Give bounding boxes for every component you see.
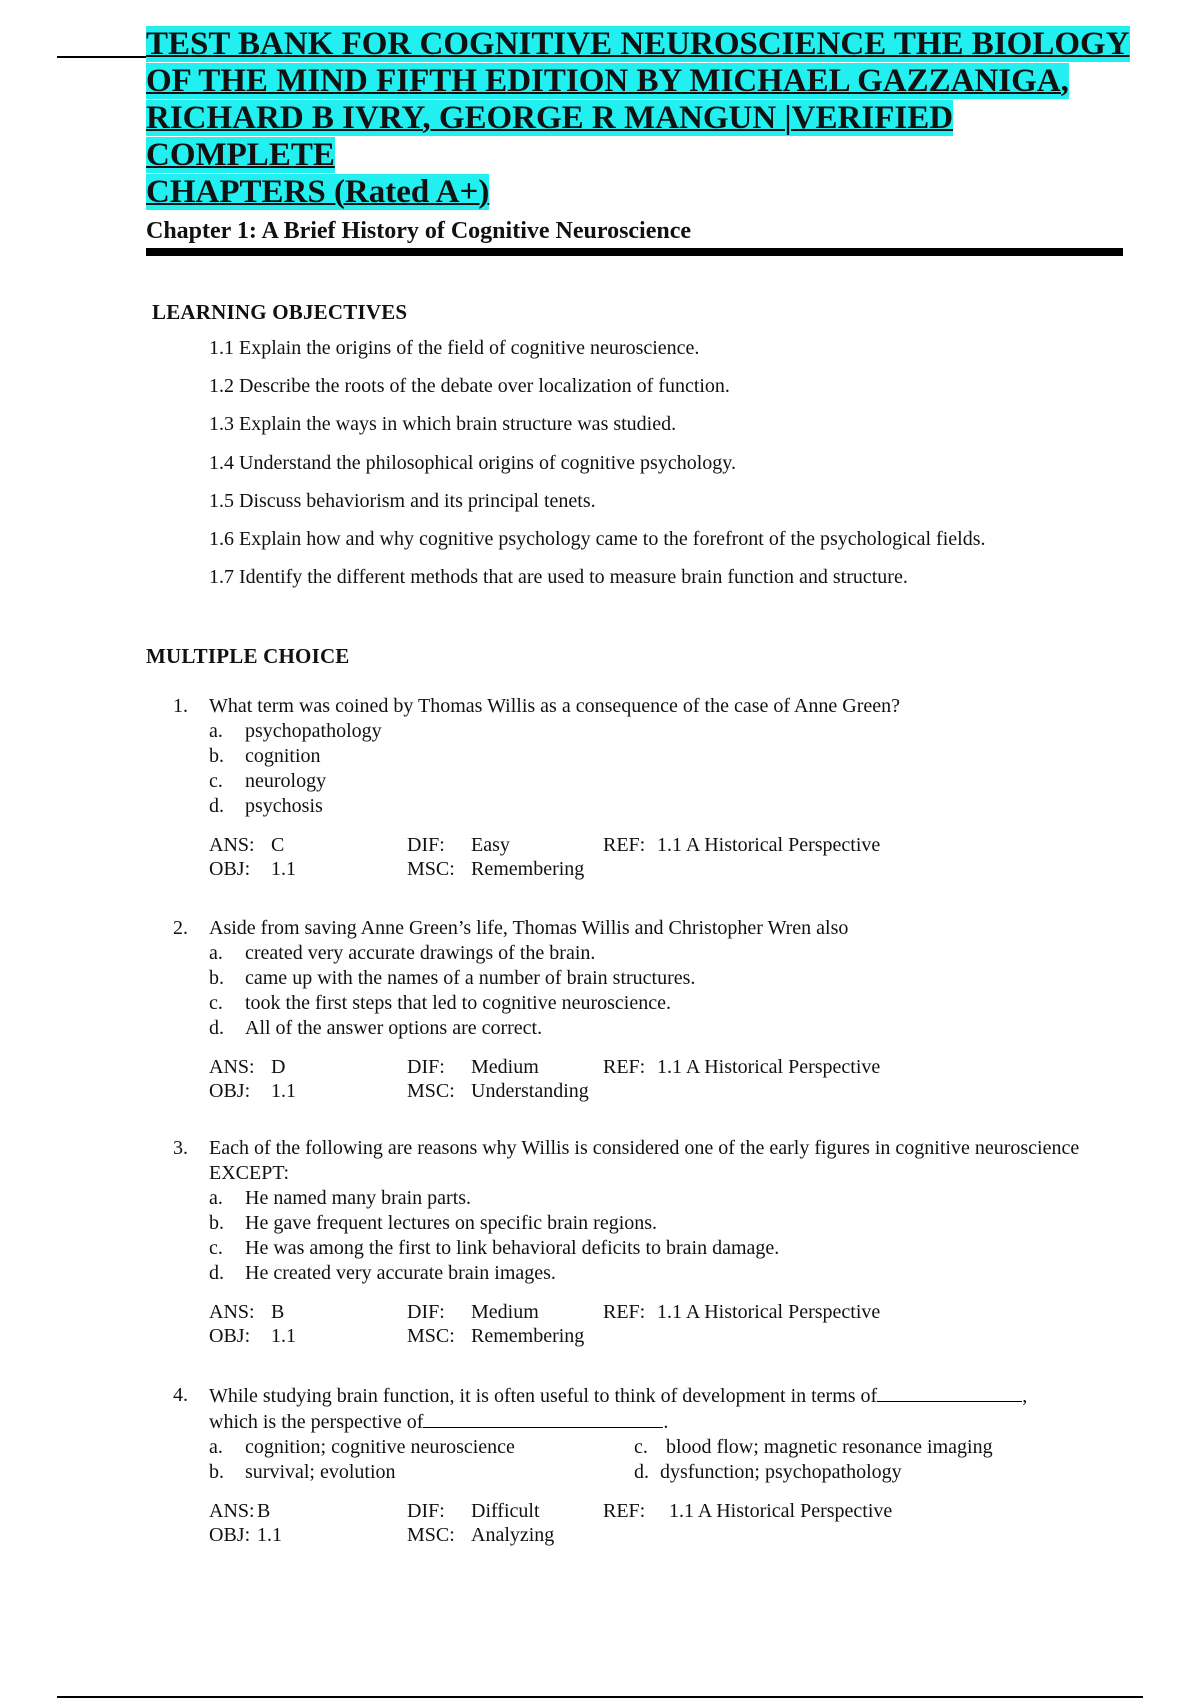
question-3 [173,1136,1133,1348]
option-letter: b. [209,967,224,989]
ans-value: D [271,1056,286,1078]
answer-option [209,991,1133,1016]
option-text: survival; evolution [245,1461,396,1483]
ans-label: ANS: [209,1500,255,1522]
answer-option [209,1016,1133,1041]
option-text: psychopathology [245,720,382,742]
option-text: He was among the first to link behavioral deficits to brain damage. [245,1237,780,1259]
ans-label: ANS: [209,1301,255,1323]
option-text: created very accurate drawings of the brain. [245,942,596,964]
objective-item: 1.7 Identify the different methods that are used to measure brain function and structure. [209,566,908,589]
objective-item: 1.2 Describe the roots of the debate over localization of function. [209,375,730,398]
ref-value: 1.1 A Historical Perspective [657,834,881,856]
multiple-choice-heading: MULTIPLE CHOICE [146,644,350,668]
option-letter: a. [209,1436,223,1458]
answer-options [209,719,1133,819]
objective-item: 1.5 Discuss behaviorism and its principal tenets. [209,489,596,512]
learning-objectives-heading: LEARNING OBJECTIVES [152,300,408,324]
answer-option [209,719,1133,744]
ans-value: B [257,1500,271,1522]
option-text: All of the answer options are correct. [245,1017,543,1039]
answer-option [209,941,1133,966]
ref-value: 1.1 A Historical Perspective [657,1301,881,1323]
option-letter: d. [209,1017,224,1039]
msc-value: Analyzing [471,1524,555,1546]
msc-label: MSC: [407,1524,455,1546]
stem-part: which is the perspective of [209,1411,424,1433]
ref-value: 1.1 A Historical Perspective [669,1500,893,1522]
document-title [146,26,1146,211]
title-left-rule [57,56,147,58]
obj-label: OBJ: [209,1524,251,1546]
dif-label: DIF: [407,1056,445,1078]
answer-option [209,769,1133,794]
ans-label: ANS: [209,834,255,856]
option-text: cognition [245,745,321,767]
question-number: 2. [173,917,188,939]
msc-label: MSC: [407,858,455,880]
answer-option [209,794,1133,819]
objective-item: 1.3 Explain the ways in which brain structure was studied. [209,413,677,436]
obj-value: 1.1 [271,858,296,880]
option-text: cognition; cognitive neuroscience [245,1436,515,1458]
answer-metadata [209,1499,1133,1547]
fill-in-blank [423,1409,663,1428]
option-letter: c. [209,770,223,792]
objective-item: 1.4 Understand the philosophical origins of cognitive psychology. [209,451,736,474]
answer-option [209,1211,1133,1236]
question-stem: Aside from saving Anne Green’s life, Thomas Willis and Christopher Wren also [209,917,849,939]
title-line-2: OF THE MIND FIFTH EDITION BY MICHAEL GAZZANIGA, [146,63,1069,99]
option-letter: c. [209,1237,223,1259]
option-letter: a. [209,720,223,742]
ans-value: B [271,1301,285,1323]
option-text: took the first steps that led to cognitive neuroscience. [245,992,671,1014]
ans-value: C [271,834,285,856]
question-stem: What term was coined by Thomas Willis as a consequence of the case of Anne Green? [209,695,900,717]
option-text: neurology [245,770,327,792]
option-letter: d. [634,1461,649,1483]
question-4 [173,1383,1133,1547]
dif-label: DIF: [407,834,445,856]
stem-part: . [663,1411,669,1433]
objective-item: 1.6 Explain how and why cognitive psychology came to the forefront of the psychological fields. [209,527,986,550]
ref-label: REF: [603,1500,646,1522]
option-text: He gave frequent lectures on specific brain regions. [245,1212,658,1234]
option-letter: a. [209,1187,223,1209]
msc-label: MSC: [407,1325,455,1347]
option-text: came up with the names of a number of brain structures. [245,967,696,989]
answer-option [209,1236,1133,1261]
ref-label: REF: [603,834,646,856]
answer-option [209,966,1133,991]
question-1 [173,694,1133,881]
msc-value: Remembering [471,858,585,880]
option-letter: c. [634,1436,648,1458]
chapter-heading: Chapter 1: A Brief History of Cognitive Neuroscience [146,218,692,244]
msc-value: Understanding [471,1080,589,1102]
learning-objectives-list [209,335,985,602]
dif-value: Difficult [471,1500,540,1522]
objective-item: 1.1 Explain the origins of the field of cognitive neuroscience. [209,337,700,359]
option-letter: b. [209,1212,224,1234]
dif-label: DIF: [407,1500,445,1522]
obj-label: OBJ: [209,1325,251,1347]
question-number: 1. [173,695,188,717]
title-line-1: TEST BANK FOR COGNITIVE NEUROSCIENCE THE BIOLOGY [146,26,1130,62]
question-number: 3. [173,1137,188,1159]
obj-label: OBJ: [209,858,251,880]
answer-option [634,1435,1034,1460]
obj-value: 1.1 [257,1524,282,1546]
stem-part: , [1022,1385,1028,1407]
answer-options [209,941,1133,1041]
option-text: He named many brain parts. [245,1187,472,1209]
question-stem: Each of the following are reasons why Willis is considered one of the early figures in cognitive neuroscience EXCEPT: [209,1137,1080,1184]
ref-label: REF: [603,1301,646,1323]
option-letter: b. [209,745,224,767]
option-letter: d. [209,1262,224,1284]
answer-option [634,1460,1034,1485]
answer-option [209,1435,634,1460]
title-line-4: CHAPTERS (Rated A+) [146,174,490,210]
obj-label: OBJ: [209,1080,251,1102]
option-text: blood flow; magnetic resonance imaging [666,1436,993,1458]
option-letter: b. [209,1461,224,1483]
answer-option [209,744,1133,769]
footer-rule [57,1696,1143,1698]
ref-label: REF: [603,1056,646,1078]
obj-value: 1.1 [271,1080,296,1102]
answer-option [209,1460,634,1485]
answer-options [209,1186,1133,1286]
question-number: 4. [173,1384,188,1406]
answer-metadata [209,1300,1133,1348]
option-text: psychosis [245,795,323,817]
option-letter: c. [209,992,223,1014]
ans-label: ANS: [209,1056,255,1078]
answer-options [209,1435,1133,1485]
option-letter: a. [209,942,223,964]
option-letter: d. [209,795,224,817]
dif-value: Easy [471,834,510,856]
option-text: He created very accurate brain images. [245,1262,556,1284]
ref-value: 1.1 A Historical Perspective [657,1056,881,1078]
option-text: dysfunction; psychopathology [660,1461,902,1483]
chapter-rule [146,248,1123,256]
question-stem [209,1383,1133,1435]
msc-value: Remembering [471,1325,585,1347]
answer-option [209,1186,1133,1211]
msc-label: MSC: [407,1080,455,1102]
dif-value: Medium [471,1301,539,1323]
answer-option [209,1261,1133,1286]
obj-value: 1.1 [271,1325,296,1347]
stem-part: While studying brain function, it is often useful to think of development in terms of [209,1385,878,1407]
dif-label: DIF: [407,1301,445,1323]
title-line-3: RICHARD B IVRY, GEORGE R MANGUN |VERIFIED COMPLETE [146,100,954,173]
answer-metadata [209,833,1133,881]
dif-value: Medium [471,1056,539,1078]
fill-in-blank [877,1383,1022,1402]
question-2 [173,916,1133,1103]
answer-metadata [209,1055,1133,1103]
